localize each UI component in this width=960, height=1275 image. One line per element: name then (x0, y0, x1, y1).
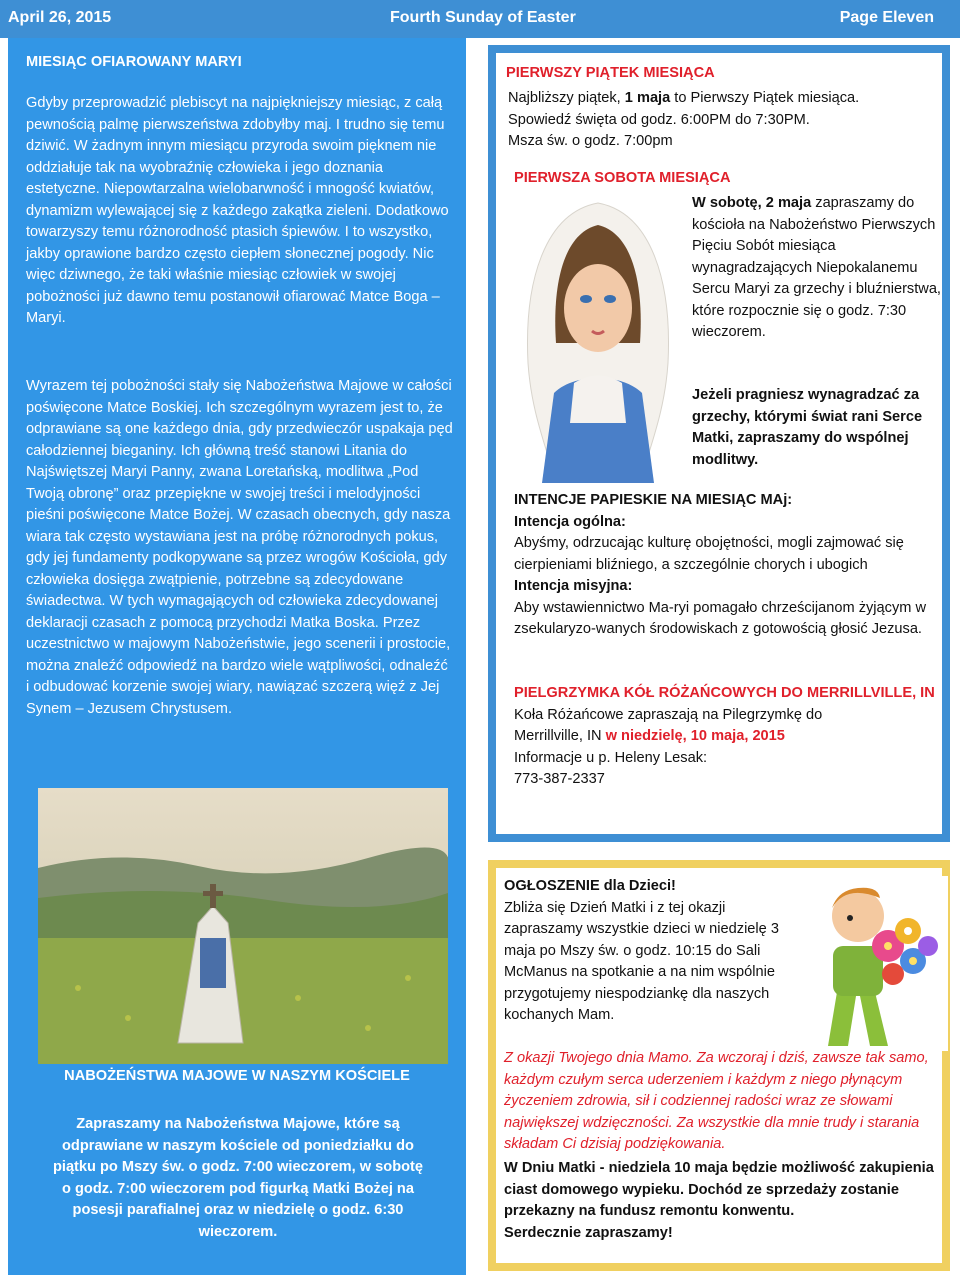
first-saturday-body: zapraszamy do kościoła na Nabożeństwo Pierwszych Pięciu Sobót miesiąca wynagradzających Niepokalanemu Sercu Maryi za grzechy i bluźnierstwa, które rozpocznie się o godz. 7:30 wieczorem. (692, 195, 941, 340)
may-article-column (8, 38, 466, 1275)
pilgrimage-line1: Koła Różańcowe zapraszają na Pilegrzymkę do (514, 706, 823, 723)
first-friday-title: PIERWSZY PIĄTEK MIESIĄCA (506, 65, 715, 81)
article-paragraph-1: Gdyby przeprowadzić plebiscyt na najpiękniejszy miesiąc, z całą pewnością palmę pierwszeństwa zdobyłby maj. I trudno się temu dziwić. W żadnym innym miesiącu przyroda swoim pięknem nie oddziałuje tak na wyobraźnię człowieka i jego doznania estetyczne. Niepowtarzalna wielobarwność i mnogość kwiatów, dynamizm wylewającej się z każdego zakątka zieleni. Dodatkowo towarzyszy temu różnorodność ptasich śpiewów. I to wszystko, jakby oprawione bardzo często ciepłem słonecznej pogody. Nic więc dziwnego, że taki właśnie miesiąc człowiek w swojej pobożności już dawno temu postanowił ofiarować Matce Boga – Maryi. (26, 95, 449, 326)
mass-time: Msza św. o godz. 7:00pm (508, 133, 673, 149)
pilgrimage-phone: 773-387-2337 (514, 771, 605, 787)
pilgrimage-section (514, 683, 944, 791)
first-friday-text (508, 88, 938, 153)
mothers-day-wish: Z okazji Twojego dnia Mamo. Za wczoraj i dziś, zawsze tak samo, każdym czułym serca uderzeniem i każdym z niego płynącym życzeniem zdrowia, sił i codziennej radości wraz ze słowami największej wdzięczności. Za wszystkie dla mnie trudy i starania składam Ci dzisiaj podziękowania. (504, 1050, 929, 1152)
liturgical-day: Fourth Sunday of Easter (390, 9, 576, 26)
page-number: Page Eleven (839, 9, 934, 26)
papal-intentions (514, 490, 944, 641)
first-friday-line1: Najbliższy piątek, (508, 90, 625, 106)
general-intention-text: Abyśmy, odrzucając kulturę obojętności, mogli zajmować się cierpieniami bliźniego, a szczególnie chorych i ubogich (514, 535, 904, 573)
children-announcement-text (504, 876, 784, 1027)
first-friday-line1-end: to Pierwszy Piątek miesiąca. (670, 90, 860, 106)
pilgrimage-date: w niedzielę, 10 maja, 2015 (605, 728, 785, 744)
mission-intention-label: Intencja misyjna: (514, 578, 633, 594)
pilgrimage-title: PIELGRZYMKA KÓŁ RÓŻAŃCOWYCH DO MERRILLVILLE, IN (514, 685, 935, 701)
first-saturday-date: W sobotę, 2 maja (692, 195, 812, 211)
first-saturday-text (692, 193, 942, 344)
bake-sale-notice (504, 1158, 944, 1244)
children-announcement-box (488, 860, 950, 1271)
first-saturday-title: PIERWSZA SOBOTA MIESIĄCA (514, 170, 731, 186)
article-title: MIESIĄC OFIAROWANY MARYI (26, 54, 242, 70)
may-devotions-title: NABOŻEŃSTWA MAJOWE W NASZYM KOŚCIELE (64, 1068, 410, 1084)
boy-with-flowers-image (788, 876, 948, 1051)
reparation-invitation: Jeżeli pragniesz wynagradzać za grzechy, którymi świat rani Serce Matki, zapraszamy do wspólnej modlitwy. (692, 387, 923, 468)
may-devotions-text: Zapraszamy na Nabożeństwa Majowe, które są odprawiane w naszym kościele od poniedziałku do piątku po Mszy św. o godz. 7:00 wieczorem, w sobotę o godz. 7:00 wieczorem pod figurką Matki Bożej na posesji parafialnej oraz w niedzielę o godz. 6:30 wieczorem. (52, 1116, 424, 1240)
children-announcement-body: Zbliża się Dzień Matki i z tej okazji zapraszamy wszystkie dzieci w niedzielę 3 maja po Mszy św. o godz. 10:15 do Sali McManus na spotkanie a na nim wspólnie przygotujemy niespodziankę dla naszych kochanych Mam. (504, 899, 779, 1023)
mission-intention-text: Aby wstawiennictwo Ma-ryi pomagało chrześcijanom żyjącym w zsekularyzo-wanych środowiskach z gotowością głosić Jezusa. (514, 599, 927, 637)
pilgrimage-contact: Informacje u p. Heleny Lesak: (514, 749, 708, 766)
wayside-shrine-photo (38, 788, 448, 1064)
children-announcement-title: OGŁOSZENIE dla Dzieci! (504, 878, 676, 894)
pilgrimage-place: Merrillville, IN (514, 728, 606, 744)
virgin-mary-image (514, 193, 682, 483)
confession-time: Spowiedź święta od godz. 6:00PM do 7:30PM. (508, 111, 810, 128)
invitation-closing: Serdecznie zapraszamy! (504, 1224, 673, 1241)
first-friday-date: 1 maja (624, 90, 671, 106)
papal-intentions-title: INTENCJE PAPIESKIE NA MIESIĄC MAj: (514, 492, 793, 508)
bake-sale-text: W Dniu Matki - niedziela 10 maja będzie możliwość zakupienia ciast domowego wypieku. Dochód ze sprzedaży zostanie przekazny na fundusz remontu konwentu. (504, 1160, 934, 1219)
announcements-box (488, 45, 950, 842)
page-header (0, 0, 960, 38)
general-intention-label: Intencja ogólna: (514, 513, 626, 530)
article-paragraph-2: Wyrazem tej pobożności stały się Nabożeństwa Majowe w całości poświęcone Matce Boskiej. Ich szczególnym wyrazem jest to, że odprawiane są one każdego dnia, gdy przedwieczór uspakaja pęd całodziennej bieganiny. Ich główną treść stanowi Litania do Najświętszej Maryi Panny, zwana Loretańską, modlitwa „Pod Twoją obronę” oraz przepiękne w swojej treści i melodyjności pieśni poświęcone Matce Bożej. W czasach obecnych, gdy nasza wiara tak często wystawiana jest na próbę różnorodnych pokus, gdy jej fundamenty podkopywane są przez wrogów Kościoła, gdy człowieka dosięga zwątpienie, potrzebne są zdecydowane świadectwa. W tych wymagających od człowieka zdecydowanej deklaracji czasach z pomocą przychodzi Matka Boska. Przez uczestnictwo w majowym Nabożeństwie, jego scenerii i prostocie, można znaleźć odpowiedź na bardzo wiele wątpliwości, odnaleźć i odbudować korzenie swojej wiary, nawiązać szczerą więź z Jej Synem – Jezusem Chrystusem. (26, 378, 453, 717)
issue-date: April 26, 2015 (8, 9, 112, 26)
